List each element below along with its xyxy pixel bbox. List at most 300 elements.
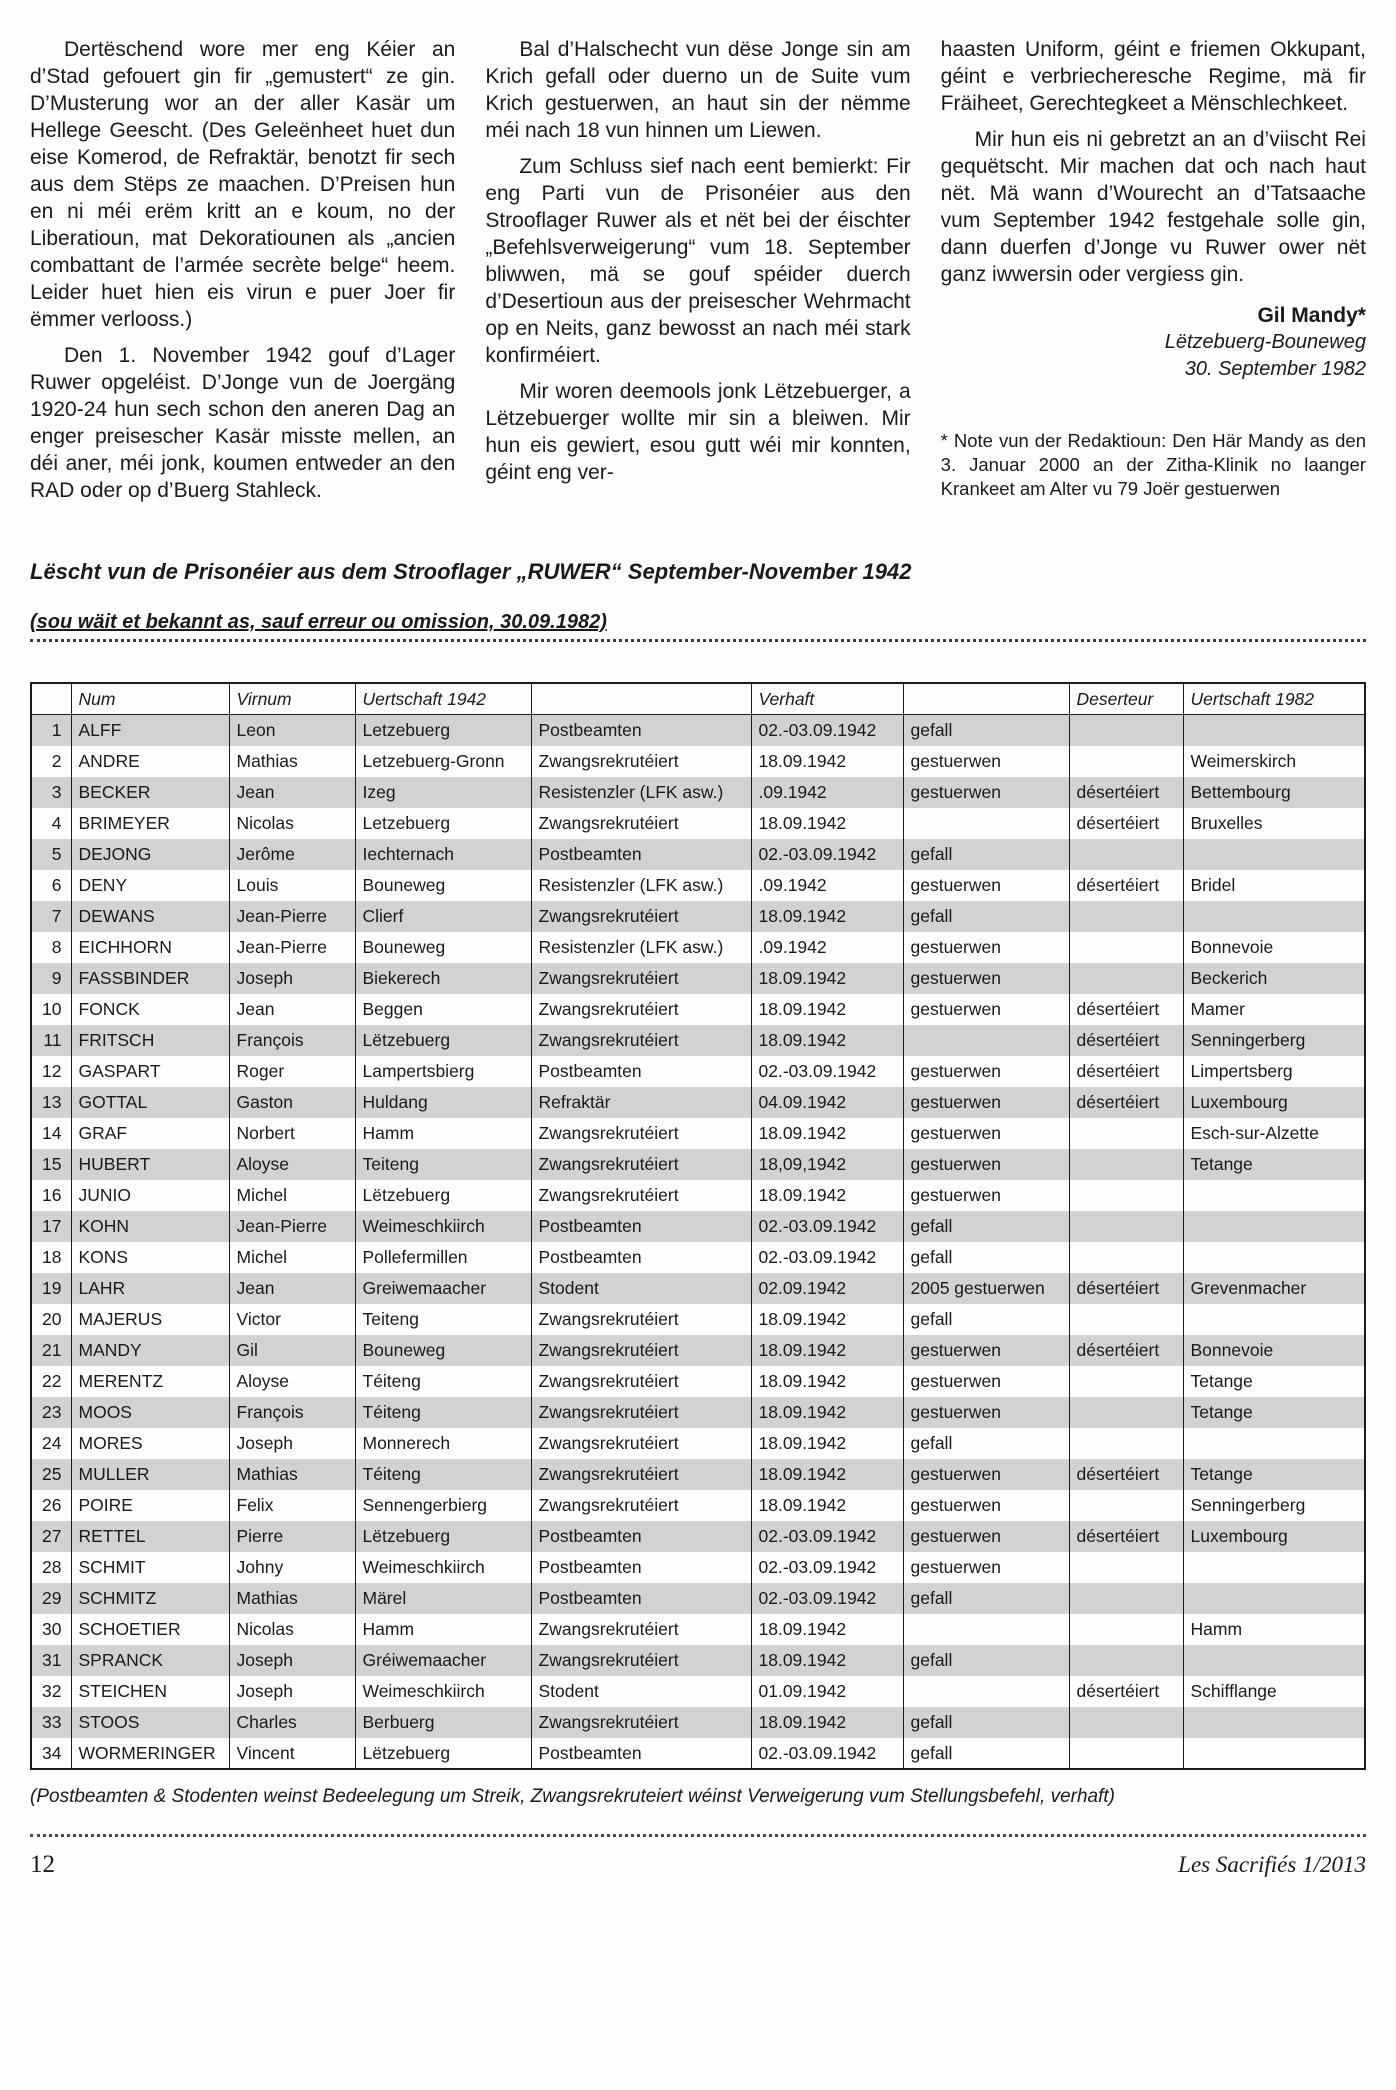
- table-cell: 7: [51, 906, 62, 926]
- table-cell: Hamm: [355, 1118, 531, 1149]
- table-cell: Aloyse: [229, 1149, 355, 1180]
- table-row: [31, 1521, 1365, 1552]
- table-cell: gestuerwen: [903, 1056, 1069, 1087]
- table-cell: [903, 1676, 1069, 1707]
- journal-title: Les Sacrifiés 1/2013: [1178, 1851, 1366, 1877]
- table-cell: gefall: [903, 1583, 1069, 1614]
- table-cell: Resistenzler (LFK asw.): [531, 932, 751, 963]
- table-cell: Senningerberg: [1183, 1490, 1365, 1521]
- paragraph: Den 1. November 1942 gouf d’Lager Ruwer opgeléist. D’Jonge vun de Joergäng 1920-24 hun sech schon den aneren Dag an enger preisescher Kasär misste mellen, an déi aner, méi jonk, koumen entweder an den RAD oder op d’Buerg Stahleck.: [30, 344, 456, 502]
- table-row: [31, 1707, 1365, 1738]
- table-cell: Postbeamten: [531, 1583, 751, 1614]
- table-cell: Weimerskirch: [1183, 746, 1365, 777]
- table-cell: gestuerwen: [903, 1552, 1069, 1583]
- table-cell: Postbeamten: [531, 1211, 751, 1242]
- table-cell: Gil: [229, 1335, 355, 1366]
- table-cell: Jean: [229, 1273, 355, 1304]
- table-cell: [1183, 1428, 1365, 1459]
- table-cell: Teiteng: [355, 1149, 531, 1180]
- table-cell: Bouneweg: [355, 870, 531, 901]
- column-header: [903, 683, 1069, 715]
- column-header: Virnum: [229, 683, 355, 715]
- table-cell: Zwangsrekrutéiert: [531, 1335, 751, 1366]
- table-cell: [1069, 1645, 1183, 1676]
- table-cell: FASSBINDER: [71, 963, 229, 994]
- paragraph: haasten Uniform, géint e friemen Okkupant, géint e verbriecheresche Regime, mä fir Fräiheet, Gerechtegkeet a Mënschlechkeet.: [940, 38, 1366, 115]
- table-header: [31, 683, 1365, 715]
- column-header: [31, 683, 71, 715]
- table-cell: 01.09.1942: [751, 1676, 903, 1707]
- table-row: [31, 963, 1365, 994]
- table-cell: .09.1942: [751, 870, 903, 901]
- table-cell: Jean-Pierre: [229, 901, 355, 932]
- table-cell: SPRANCK: [71, 1645, 229, 1676]
- table-row: [31, 808, 1365, 839]
- table-cell: STEICHEN: [71, 1676, 229, 1707]
- page-footer: [30, 1837, 1366, 1879]
- table-row: [31, 1459, 1365, 1490]
- table-cell: Charles: [229, 1707, 355, 1738]
- table-cell: [1183, 715, 1365, 746]
- table-cell: [1069, 1738, 1183, 1769]
- table-cell: Joseph: [229, 1428, 355, 1459]
- table-row: [31, 1428, 1365, 1459]
- table-cell: [1183, 1552, 1365, 1583]
- table-cell: 8: [51, 937, 62, 957]
- table-cell: gestuerwen: [903, 1490, 1069, 1521]
- table-cell: Berbuerg: [355, 1707, 531, 1738]
- table-cell: Postbeamten: [531, 1521, 751, 1552]
- table-cell: Bouneweg: [355, 1335, 531, 1366]
- table-cell: 2005 gestuerwen: [903, 1273, 1069, 1304]
- table-cell: [1069, 1428, 1183, 1459]
- table-cell: .09.1942: [751, 932, 903, 963]
- table-cell: [1183, 1707, 1365, 1738]
- article-column-2: [485, 36, 910, 513]
- column-header: Uertschaft 1982: [1183, 683, 1365, 715]
- table-cell: Tetange: [1183, 1366, 1365, 1397]
- table-subtitle-rule: [30, 611, 1366, 642]
- table-row: [31, 1025, 1365, 1056]
- table-cell: gefall: [903, 1211, 1069, 1242]
- table-cell: 02.-03.09.1942: [751, 1552, 903, 1583]
- table-cell: 16: [42, 1185, 62, 1205]
- table-cell: GOTTAL: [71, 1087, 229, 1118]
- table-row: [31, 1149, 1365, 1180]
- table-row: [31, 870, 1365, 901]
- table-cell: 29: [42, 1588, 62, 1608]
- table-row: [31, 1490, 1365, 1521]
- table-cell: gefall: [903, 1738, 1069, 1769]
- table-cell: désertéiert: [1069, 1521, 1183, 1552]
- table-row: [31, 1335, 1365, 1366]
- table-cell: Luxembourg: [1183, 1087, 1365, 1118]
- table-cell: gefall: [903, 839, 1069, 870]
- table-cell: désertéiert: [1069, 1335, 1183, 1366]
- column-header: Verhaft: [751, 683, 903, 715]
- table-cell: [903, 1025, 1069, 1056]
- table-cell: 15: [42, 1154, 62, 1174]
- table-cell: gefall: [903, 1304, 1069, 1335]
- table-cell: BRIMEYER: [71, 808, 229, 839]
- table-cell: 18.09.1942: [751, 746, 903, 777]
- signature-place: Lëtzebuerg-Bouneweg: [1164, 331, 1366, 353]
- table-cell: Letzebuerg: [355, 715, 531, 746]
- table-cell: 18.09.1942: [751, 1645, 903, 1676]
- table-cell: 19: [42, 1278, 62, 1298]
- table-cell: Zwangsrekrutéiert: [531, 1304, 751, 1335]
- table-cell: Felix: [229, 1490, 355, 1521]
- table-cell: Gréiwemaacher: [355, 1645, 531, 1676]
- table-cell: Hamm: [1183, 1614, 1365, 1645]
- table-cell: Iechternach: [355, 839, 531, 870]
- table-cell: [1069, 1490, 1183, 1521]
- column-header: [531, 683, 751, 715]
- table-cell: Zwangsrekrutéiert: [531, 1180, 751, 1211]
- table-cell: Clierf: [355, 901, 531, 932]
- table-cell: 18.09.1942: [751, 808, 903, 839]
- table-cell: Zwangsrekrutéiert: [531, 1149, 751, 1180]
- table-cell: Postbeamten: [531, 1056, 751, 1087]
- table-cell: DENY: [71, 870, 229, 901]
- table-cell: [1183, 1645, 1365, 1676]
- table-cell: Bridel: [1183, 870, 1365, 901]
- table-cell: 02.-03.09.1942: [751, 715, 903, 746]
- table-cell: Weimeschkiirch: [355, 1211, 531, 1242]
- table-cell: gefall: [903, 715, 1069, 746]
- table-cell: FONCK: [71, 994, 229, 1025]
- table-row: [31, 1738, 1365, 1769]
- table-cell: [903, 808, 1069, 839]
- table-cell: GRAF: [71, 1118, 229, 1149]
- table-cell: WORMERINGER: [71, 1738, 229, 1769]
- table-row: [31, 1304, 1365, 1335]
- table-cell: .09.1942: [751, 777, 903, 808]
- table-cell: gestuerwen: [903, 870, 1069, 901]
- table-cell: STOOS: [71, 1707, 229, 1738]
- article-columns: [30, 36, 1366, 513]
- table-cell: 18.09.1942: [751, 1397, 903, 1428]
- table-cell: Weimeschkiirch: [355, 1676, 531, 1707]
- signature-date: 30. September 1982: [1184, 358, 1366, 380]
- table-cell: [903, 1614, 1069, 1645]
- table-cell: ALFF: [71, 715, 229, 746]
- table-cell: Hamm: [355, 1614, 531, 1645]
- table-cell: DEWANS: [71, 901, 229, 932]
- table-cell: GASPART: [71, 1056, 229, 1087]
- table-cell: Téiteng: [355, 1459, 531, 1490]
- table-cell: Esch-sur-Alzette: [1183, 1118, 1365, 1149]
- paragraph: Mir woren deemools jonk Lëtzebuerger, a Lëtzebuerger wollte mir sin a bleiwen. Mir hun eis gewiert, esou gutt wéi mir konnten, géint eng ver-: [485, 380, 911, 484]
- table-cell: 18.09.1942: [751, 1707, 903, 1738]
- table-cell: [1069, 1366, 1183, 1397]
- table-row: [31, 901, 1365, 932]
- table-cell: 3: [51, 782, 62, 802]
- table-cell: gestuerwen: [903, 1366, 1069, 1397]
- table-cell: Zwangsrekrutéiert: [531, 901, 751, 932]
- table-cell: Postbeamten: [531, 1242, 751, 1273]
- article-column-3: [941, 36, 1366, 513]
- table-cell: Mathias: [229, 1459, 355, 1490]
- table-cell: 18.09.1942: [751, 1490, 903, 1521]
- table-cell: Lëtzebuerg: [355, 1738, 531, 1769]
- table-cell: Zwangsrekrutéiert: [531, 1614, 751, 1645]
- table-cell: gestuerwen: [903, 1521, 1069, 1552]
- table-cell: Refraktär: [531, 1087, 751, 1118]
- table-row: [31, 1118, 1365, 1149]
- table-cell: [1069, 1707, 1183, 1738]
- table-cell: Johny: [229, 1552, 355, 1583]
- table-cell: gefall: [903, 901, 1069, 932]
- table-cell: Stodent: [531, 1676, 751, 1707]
- table-cell: Norbert: [229, 1118, 355, 1149]
- table-cell: Zwangsrekrutéiert: [531, 746, 751, 777]
- table-cell: [1069, 1242, 1183, 1273]
- table-cell: SCHOETIER: [71, 1614, 229, 1645]
- table-cell: gestuerwen: [903, 746, 1069, 777]
- table-cell: [1183, 1180, 1365, 1211]
- table-cell: Téiteng: [355, 1397, 531, 1428]
- table-cell: 17: [42, 1216, 62, 1236]
- table-cell: 25: [42, 1464, 62, 1484]
- table-cell: 33: [42, 1712, 62, 1732]
- table-cell: Beggen: [355, 994, 531, 1025]
- table-cell: 9: [51, 968, 62, 988]
- table-cell: Victor: [229, 1304, 355, 1335]
- signature-name: Gil Mandy*: [1257, 304, 1366, 327]
- table-cell: désertéiert: [1069, 808, 1183, 839]
- table-row: [31, 1676, 1365, 1707]
- table-cell: DEJONG: [71, 839, 229, 870]
- table-cell: Téiteng: [355, 1366, 531, 1397]
- table-cell: Zwangsrekrutéiert: [531, 963, 751, 994]
- table-cell: SCHMITZ: [71, 1583, 229, 1614]
- table-cell: Louis: [229, 870, 355, 901]
- table-row: [31, 1583, 1365, 1614]
- table-cell: Zwangsrekrutéiert: [531, 1428, 751, 1459]
- table-row: [31, 715, 1365, 746]
- table-cell: Zwangsrekrutéiert: [531, 1366, 751, 1397]
- table-cell: Zwangsrekrutéiert: [531, 1490, 751, 1521]
- table-cell: gefall: [903, 1645, 1069, 1676]
- table-cell: ANDRE: [71, 746, 229, 777]
- table-cell: Tetange: [1183, 1149, 1365, 1180]
- table-cell: Gaston: [229, 1087, 355, 1118]
- table-cell: Teiteng: [355, 1304, 531, 1335]
- table-cell: 04.09.1942: [751, 1087, 903, 1118]
- table-cell: 18.09.1942: [751, 1459, 903, 1490]
- table-cell: 18.09.1942: [751, 1180, 903, 1211]
- table-cell: Luxembourg: [1183, 1521, 1365, 1552]
- table-cell: 02.-03.09.1942: [751, 1738, 903, 1769]
- table-cell: Bouneweg: [355, 932, 531, 963]
- table-cell: Limpertsberg: [1183, 1056, 1365, 1087]
- table-cell: Joseph: [229, 1676, 355, 1707]
- table-cell: Jean-Pierre: [229, 1211, 355, 1242]
- table-cell: 18.09.1942: [751, 1335, 903, 1366]
- table-cell: 02.-03.09.1942: [751, 1583, 903, 1614]
- table-cell: Zwangsrekrutéiert: [531, 1025, 751, 1056]
- table-row: [31, 932, 1365, 963]
- table-cell: [1069, 746, 1183, 777]
- table-cell: Letzebuerg-Gronn: [355, 746, 531, 777]
- table-cell: Mamer: [1183, 994, 1365, 1025]
- table-title: Lëscht vun de Prisonéier aus dem Strooflager „RUWER“ September-November 1942: [30, 559, 912, 584]
- table-cell: gestuerwen: [903, 1180, 1069, 1211]
- table-cell: Zwangsrekrutéiert: [531, 808, 751, 839]
- table-cell: Postbeamten: [531, 1738, 751, 1769]
- table-cell: [1069, 1211, 1183, 1242]
- table-row: [31, 1087, 1365, 1118]
- table-row: [31, 1180, 1365, 1211]
- table-cell: Lëtzebuerg: [355, 1521, 531, 1552]
- table-cell: 02.-03.09.1942: [751, 1521, 903, 1552]
- paragraph: Mir hun eis ni gebretzt an an d’viischt Rei gequëtscht. Mir machen dat och nach haut nët. Mä wann d’Wourecht an d’Tatsaache vum September 1942 festgehale solle gin, dann duerfen d’Jonge vu Ruwer ower nët ganz iwwersin oder vergiess gin.: [940, 128, 1366, 286]
- table-cell: Aloyse: [229, 1366, 355, 1397]
- table-cell: 02.-03.09.1942: [751, 839, 903, 870]
- table-body: [31, 715, 1365, 1769]
- table-row: [31, 777, 1365, 808]
- table-row: [31, 1645, 1365, 1676]
- table-cell: 18.09.1942: [751, 963, 903, 994]
- table-cell: 18.09.1942: [751, 1428, 903, 1459]
- table-cell: 28: [42, 1557, 62, 1577]
- table-cell: [1183, 1304, 1365, 1335]
- table-cell: MERENTZ: [71, 1366, 229, 1397]
- table-cell: Leon: [229, 715, 355, 746]
- table-cell: 21: [42, 1340, 62, 1360]
- table-cell: 27: [42, 1526, 62, 1546]
- table-cell: LAHR: [71, 1273, 229, 1304]
- table-cell: 20: [42, 1309, 62, 1329]
- table-cell: [1183, 1583, 1365, 1614]
- table-cell: Bonnevoie: [1183, 932, 1365, 963]
- table-cell: [1183, 1211, 1365, 1242]
- table-cell: Letzebuerg: [355, 808, 531, 839]
- column-header: Deserteur: [1069, 683, 1183, 715]
- table-cell: Weimeschkiirch: [355, 1552, 531, 1583]
- table-cell: 12: [42, 1061, 62, 1081]
- table-cell: Zwangsrekrutéiert: [531, 1459, 751, 1490]
- table-cell: désertéiert: [1069, 1459, 1183, 1490]
- table-cell: Bettembourg: [1183, 777, 1365, 808]
- table-row: [31, 746, 1365, 777]
- paragraph: Bal d’Halschecht vun dëse Jonge sin am Krich gefall oder duerno un de Suite vum Krich gestuerwen, an haut sin der nëmme méi nach 18 vun hinnen um Liewen.: [485, 38, 911, 142]
- table-cell: Sennengerbierg: [355, 1490, 531, 1521]
- table-row: [31, 994, 1365, 1025]
- table-cell: MORES: [71, 1428, 229, 1459]
- table-subtitle: (sou wäit et bekannt as, sauf erreur ou omission, 30.09.1982): [30, 611, 607, 633]
- table-row: [31, 1397, 1365, 1428]
- table-cell: Huldang: [355, 1087, 531, 1118]
- table-cell: Nicolas: [229, 808, 355, 839]
- table-cell: 18.09.1942: [751, 1304, 903, 1335]
- table-cell: désertéiert: [1069, 1273, 1183, 1304]
- table-cell: Vincent: [229, 1738, 355, 1769]
- table-cell: 18.09.1942: [751, 1025, 903, 1056]
- editor-note: * Note vun der Redaktioun: Den Här Mandy as den 3. Januar 2000 an der Zitha-Klinik no laanger Krankeet am Alter vu 79 Joër gestuerwen: [940, 430, 1366, 499]
- table-row: [31, 1614, 1365, 1645]
- table-cell: Beckerich: [1183, 963, 1365, 994]
- table-cell: 2: [51, 751, 62, 771]
- table-row: [31, 1211, 1365, 1242]
- table-cell: 22: [42, 1371, 62, 1391]
- table-cell: gestuerwen: [903, 1459, 1069, 1490]
- table-cell: Jean: [229, 994, 355, 1025]
- table-cell: Postbeamten: [531, 839, 751, 870]
- table-cell: 18.09.1942: [751, 1118, 903, 1149]
- table-cell: 18: [42, 1247, 62, 1267]
- table-cell: 18.09.1942: [751, 901, 903, 932]
- table-cell: [1069, 1149, 1183, 1180]
- table-cell: gestuerwen: [903, 963, 1069, 994]
- table-cell: 30: [42, 1619, 62, 1639]
- table-cell: Schifflange: [1183, 1676, 1365, 1707]
- table-cell: Joseph: [229, 1645, 355, 1676]
- table-cell: Märel: [355, 1583, 531, 1614]
- table-cell: Resistenzler (LFK asw.): [531, 777, 751, 808]
- table-cell: Zwangsrekrutéiert: [531, 1645, 751, 1676]
- table-cell: gestuerwen: [903, 994, 1069, 1025]
- table-cell: 26: [42, 1495, 62, 1515]
- table-cell: Jerôme: [229, 839, 355, 870]
- table-cell: [1183, 1242, 1365, 1273]
- table-cell: [1069, 1118, 1183, 1149]
- table-cell: 02.-03.09.1942: [751, 1056, 903, 1087]
- table-cell: Greiwemaacher: [355, 1273, 531, 1304]
- table-cell: 02.-03.09.1942: [751, 1242, 903, 1273]
- table-cell: 18.09.1942: [751, 994, 903, 1025]
- table-cell: gestuerwen: [903, 932, 1069, 963]
- table-cell: [1069, 1304, 1183, 1335]
- table-cell: 34: [42, 1742, 62, 1763]
- page-number: 12: [30, 1850, 55, 1878]
- table-cell: Pollefermillen: [355, 1242, 531, 1273]
- table-cell: Zwangsrekrutéiert: [531, 1397, 751, 1428]
- table-cell: SCHMIT: [71, 1552, 229, 1583]
- paragraph: Zum Schluss sief nach eent bemierkt: Fir eng Parti vun de Prisonéier aus den Strooflager Ruwer als et nët bei der éischter „Befehlsverweigerung“ vum 18. September bliwwen, mä se gouf spéider duerch d’Desertioun aus der preisescher Wehrmacht op en Neits, ganz bewosst an nach méi stark konfirméiert.: [485, 155, 911, 367]
- table-cell: désertéiert: [1069, 1056, 1183, 1087]
- table-cell: Joseph: [229, 963, 355, 994]
- table-row: [31, 1273, 1365, 1304]
- table-cell: 32: [42, 1681, 62, 1701]
- table-cell: MULLER: [71, 1459, 229, 1490]
- table-cell: 4: [51, 813, 62, 833]
- table-cell: 5: [51, 844, 62, 864]
- article-column-1: [30, 36, 455, 513]
- table-cell: gefall: [903, 1707, 1069, 1738]
- table-cell: Jean: [229, 777, 355, 808]
- table-cell: désertéiert: [1069, 994, 1183, 1025]
- table-cell: Zwangsrekrutéiert: [531, 1707, 751, 1738]
- table-cell: Monnerech: [355, 1428, 531, 1459]
- table-cell: [1069, 1614, 1183, 1645]
- table-cell: gefall: [903, 1242, 1069, 1273]
- table-cell: 23: [42, 1402, 62, 1422]
- table-cell: François: [229, 1025, 355, 1056]
- table-cell: MOOS: [71, 1397, 229, 1428]
- table-cell: Mathias: [229, 1583, 355, 1614]
- table-cell: Senningerberg: [1183, 1025, 1365, 1056]
- table-cell: 13: [42, 1092, 62, 1112]
- table-cell: [1069, 932, 1183, 963]
- table-cell: 14: [42, 1123, 62, 1143]
- table-cell: FRITSCH: [71, 1025, 229, 1056]
- table-cell: Zwangsrekrutéiert: [531, 994, 751, 1025]
- table-cell: Izeg: [355, 777, 531, 808]
- table-cell: François: [229, 1397, 355, 1428]
- table-cell: 02.09.1942: [751, 1273, 903, 1304]
